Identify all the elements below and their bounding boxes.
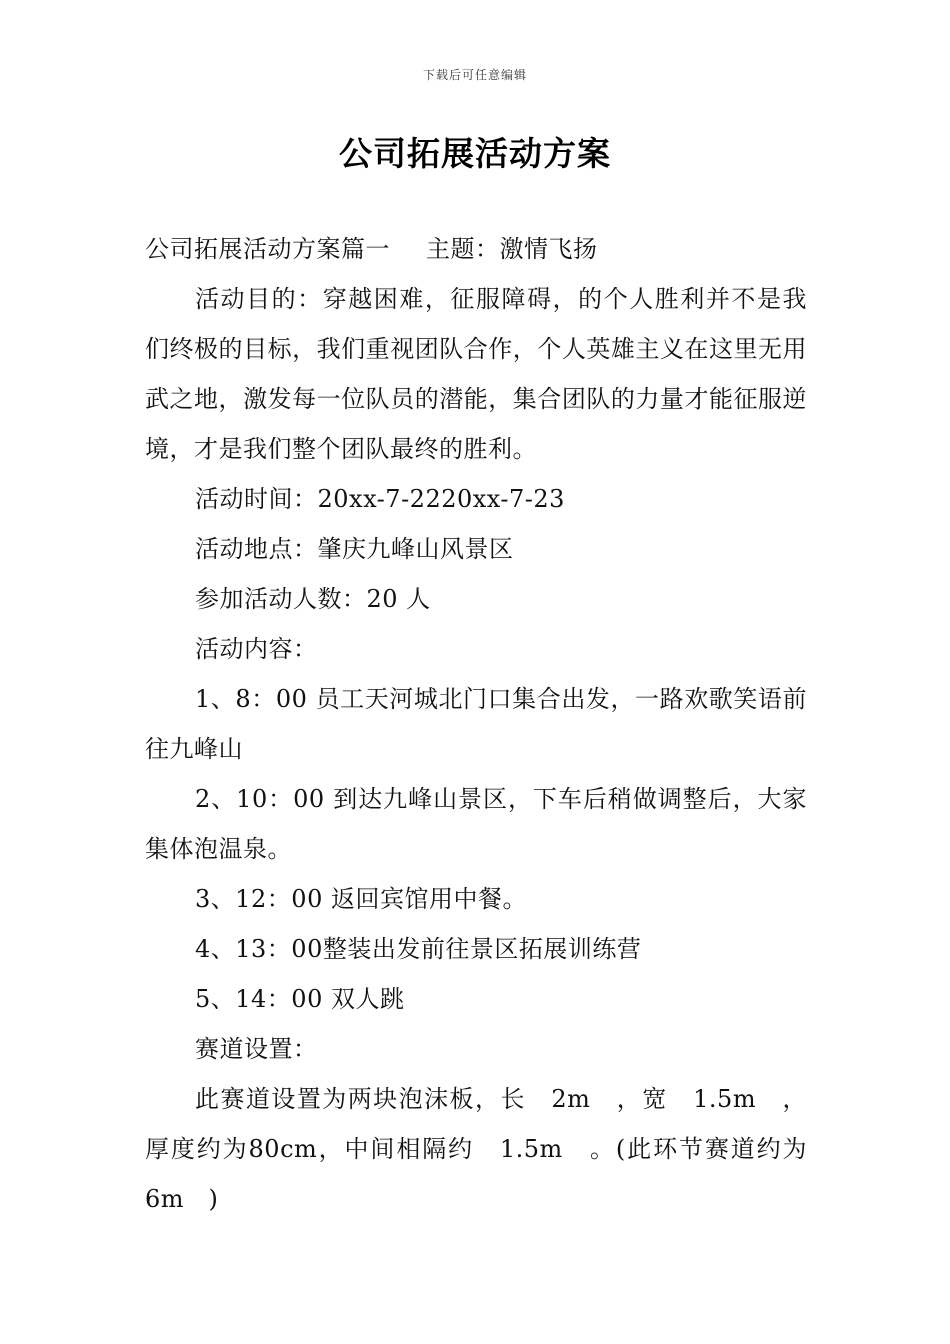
header-note: 下载后可任意编辑: [422, 68, 527, 82]
participants-paragraph: 参加活动人数：20 人: [195, 585, 431, 613]
track-heading: 赛道设置：: [195, 1035, 318, 1063]
schedule-item-2: 2、10：00 到达九峰山景区，下车后稍做调整后，大家集体泡温泉。: [145, 785, 807, 863]
schedule-item-1: 1、8：00 员工天河城北门口集合出发，一路欢歌笑语前往九峰山: [145, 685, 807, 763]
schedule-item-3: 3、12：00 返回宾馆用中餐。: [195, 885, 527, 913]
track-description: 此赛道设置为两块泡沫板，长 2m ，宽 1.5m ，厚度约为80cm，中间相隔约 1.5m 。(此环节赛道约为6m ): [145, 1085, 807, 1213]
document-title: 公司拓展活动方案: [339, 134, 611, 173]
document-body: [145, 224, 807, 1224]
intro-line: [145, 224, 807, 274]
purpose-paragraph: 活动目的：穿越困难，征服障碍，的个人胜利并不是我们终极的目标，我们重视团队合作，个人英雄主义在这里无用武之地，激发每一位队员的潜能，集合团队的力量才能征服逆境，才是我们整个团队最终的胜利。: [145, 285, 807, 463]
schedule-item-4: 4、13：00整装出发前往景区拓展训练营: [195, 935, 642, 963]
location-paragraph: 活动地点：肇庆九峰山风景区: [195, 535, 514, 563]
content-heading: 活动内容：: [195, 635, 318, 663]
time-paragraph: 活动时间：20xx-7-2220xx-7-23: [195, 485, 565, 513]
intro-left: 公司拓展活动方案篇一: [145, 235, 390, 263]
schedule-item-5: 5、14：00 双人跳: [195, 985, 405, 1013]
intro-theme: 主题：激情飞扬: [426, 235, 598, 263]
